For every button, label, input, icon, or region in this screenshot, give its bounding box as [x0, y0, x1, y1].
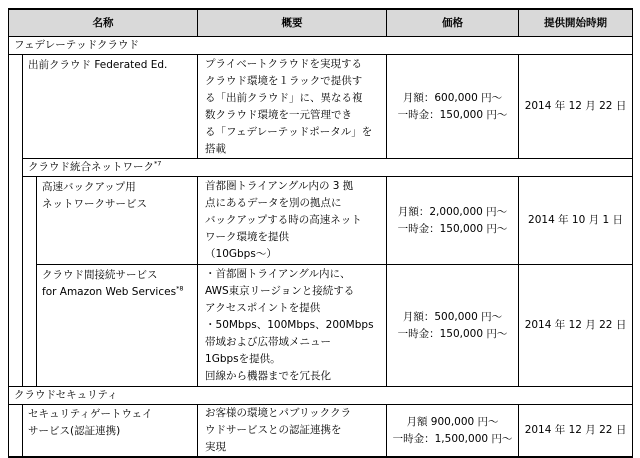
- footnote-ref: *7: [154, 159, 162, 168]
- service-name: セキュリティゲートウェイ サービス(認証連携): [23, 405, 198, 458]
- section-title: フェデレーテッドクラウド: [9, 37, 198, 55]
- header-row: [9, 9, 633, 37]
- header-name: 名称: [9, 9, 198, 37]
- section-row-cloud-network: [9, 159, 633, 177]
- table-row: [9, 177, 633, 265]
- service-start-date: 2014 年 12 月 22 日: [519, 265, 633, 387]
- table-row: [9, 55, 633, 159]
- section-title: クラウド統合ネットワーク$^{*7}$: [23, 159, 198, 177]
- service-price: 月額：2,000,000 円～ 一時金：150,000 円～: [387, 177, 519, 265]
- section-title: クラウドセキュリティ: [9, 387, 198, 405]
- service-price: 月額：600,000 円～ 一時金：150,000 円～: [387, 55, 519, 159]
- service-name: クラウド間接続サービス for Amazon Web Services$^{*8}$: [37, 265, 198, 387]
- service-start-date: 2014 年 12 月 22 日: [519, 55, 633, 159]
- header-start-date: 提供開始時期: [519, 9, 633, 37]
- section-row-cloud-security: [9, 387, 633, 405]
- table-row: [9, 265, 633, 387]
- service-description: プライベートクラウドを実現する クラウド環境を１ラックで提供す る「出前クラウド」に、異なる複 数クラウド環境を一元管理でき る「フェデレーテッドポータル」を 搭載: [198, 55, 387, 159]
- service-price: 月額 900,000 円～ 一時金：1,500,000 円～: [387, 405, 519, 458]
- service-description: ・首都圏トライアングル内に、 AWS東京リージョンと接続する アクセスポイントを提供 ・50Mbps、100Mbps、200Mbps 帯域および広帯域メニュー 1Gbpsを提供。 回線から機器までを冗長化: [198, 265, 387, 387]
- header-price: 価格: [387, 9, 519, 37]
- service-name: 出前クラウド Federated Ed.: [23, 55, 198, 159]
- service-start-date: 2014 年 10 月 1 日: [519, 177, 633, 265]
- service-price: 月額：500,000 円～ 一時金：150,000 円～: [387, 265, 519, 387]
- section-row-federated-cloud: [9, 37, 633, 55]
- services-table-container: [8, 8, 632, 458]
- service-description: お客様の環境とパブリッククラ ウドサービスとの認証連携を 実現: [198, 405, 387, 458]
- service-start-date: 2014 年 12 月 22 日: [519, 405, 633, 458]
- footnote-ref: *8: [176, 284, 184, 293]
- service-description: 首都圏トライアングル内の 3 拠 点にあるデータを別の拠点に バックアップする時の高速ネット ワーク環境を提供 （10Gbps～）: [198, 177, 387, 265]
- services-table: [8, 8, 633, 458]
- service-name: 高速バックアップ用 ネットワークサービス: [37, 177, 198, 265]
- table-row: [9, 405, 633, 458]
- header-overview: 概要: [198, 9, 387, 37]
